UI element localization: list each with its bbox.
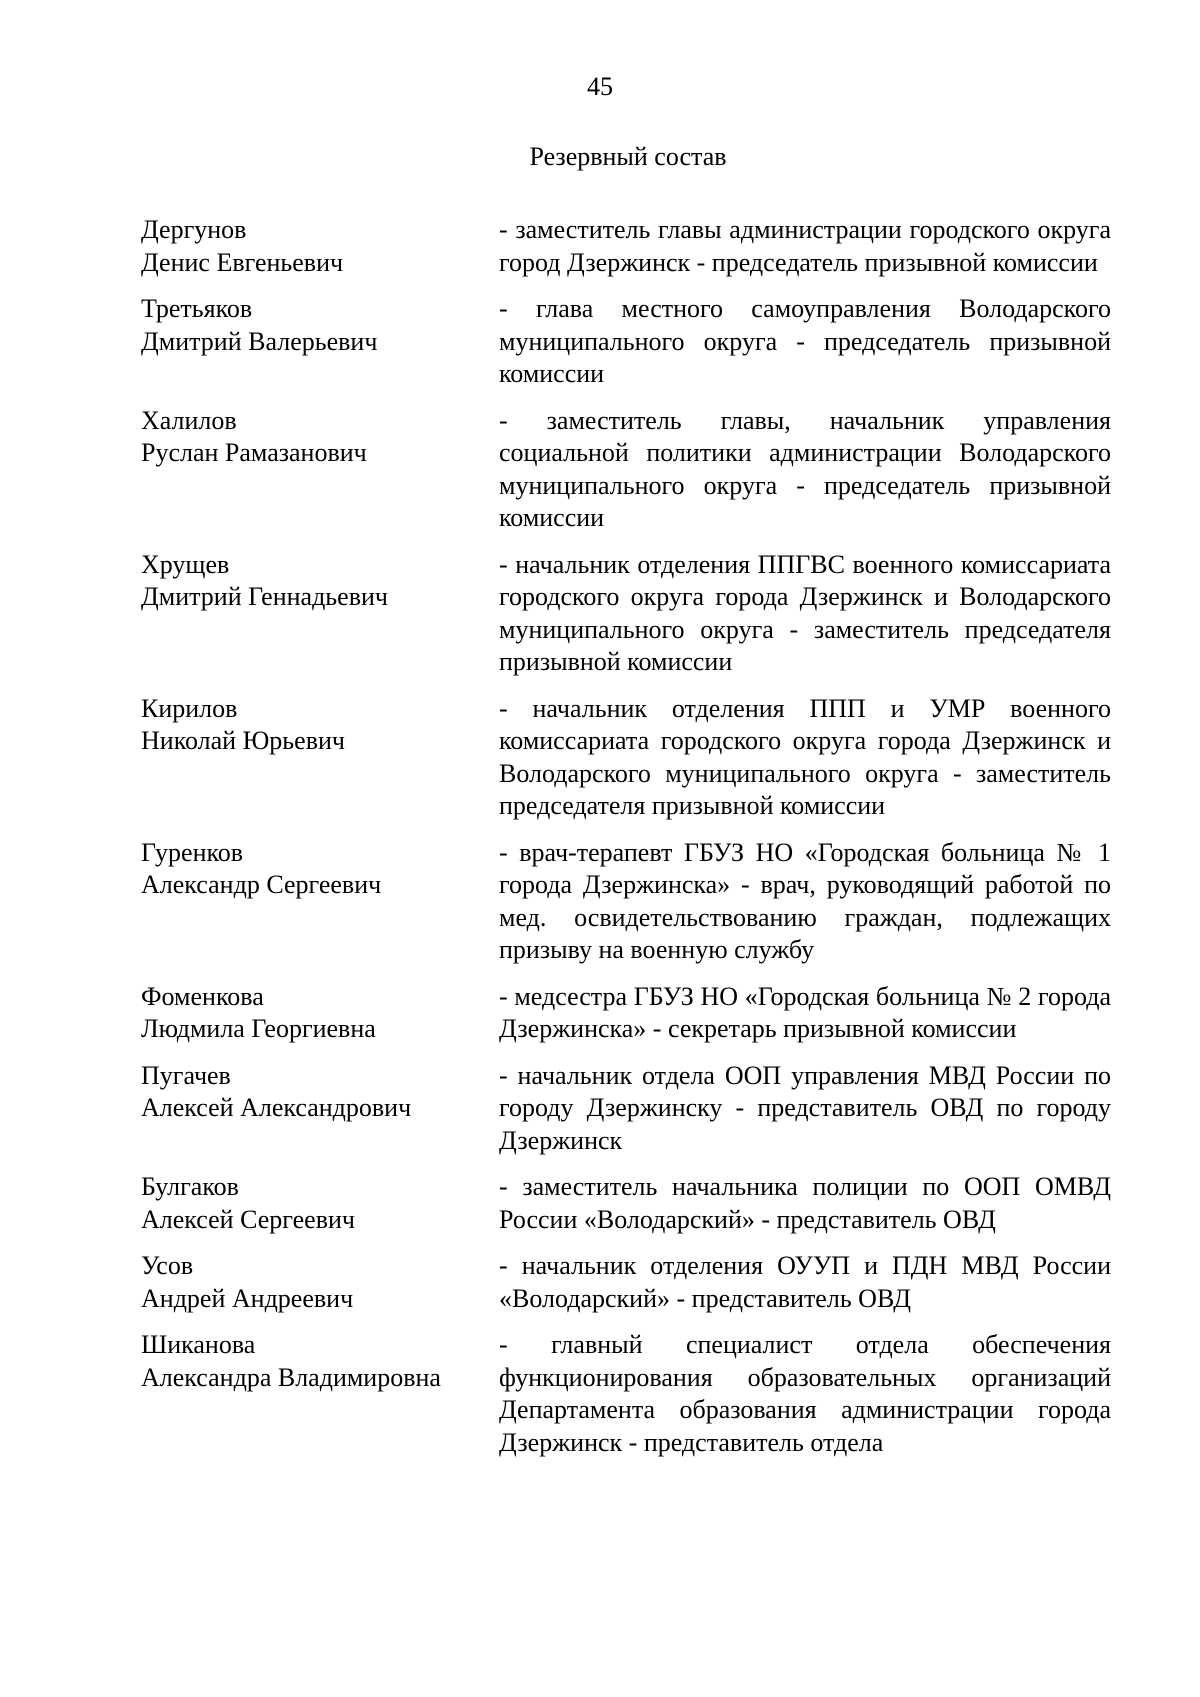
- member-role: - глава местного самоуправления Володарского муниципального округа - председатель призывной комиссии: [499, 294, 1111, 388]
- member-role: - медсестра ГБУЗ НО «Городская больница № 2 города Дзержинска» - секретарь призывной комиссии: [499, 981, 1111, 1043]
- roster-entry: [141, 693, 1111, 823]
- member-name: [141, 981, 499, 1046]
- roster-entry: [141, 405, 1111, 535]
- member-given-names: Андрей Андреевич: [141, 1283, 354, 1313]
- member-name: [141, 214, 499, 279]
- member-given-names: Денис Евгеньевич: [141, 247, 344, 277]
- member-surname: Гуренков: [141, 837, 244, 867]
- member-given-names: Людмила Георгиевна: [141, 1014, 376, 1043]
- member-role: - начальник отдела ООП управления МВД России по городу Дзержинску - представитель ОВД по городу Дзержинск: [499, 1060, 1111, 1155]
- roster-list: [141, 214, 1111, 1459]
- roster-entry: [141, 981, 1111, 1046]
- member-given-names: Николай Юрьевич: [141, 726, 345, 755]
- roster-entry: [141, 214, 1111, 279]
- member-given-names: Александра Владимировна: [141, 1362, 441, 1392]
- member-surname: Хрущев: [141, 549, 230, 579]
- member-name: [141, 837, 499, 967]
- roster-entry: [141, 1060, 1111, 1158]
- roster-entry: [141, 1329, 1111, 1459]
- roster-entry: [141, 293, 1111, 391]
- roster-entry: [141, 1250, 1111, 1315]
- roster-entry: [141, 837, 1111, 967]
- member-given-names: Александр Сергеевич: [141, 870, 382, 899]
- member-given-names: Алексей Александрович: [141, 1093, 412, 1122]
- roster-entry: [141, 549, 1111, 679]
- member-given-names: Дмитрий Геннадьевич: [141, 582, 388, 611]
- member-surname: Кирилов: [141, 693, 238, 723]
- member-role: - начальник отделения ОУУП и ПДН МВД России «Володарский» - представитель ОВД: [499, 1251, 1111, 1313]
- member-surname: Пугачев: [141, 1060, 231, 1090]
- member-name: [141, 1060, 499, 1158]
- page-number: 45: [587, 72, 613, 101]
- member-role: - заместитель главы, начальник управления социальной политики администрации Володарского муниципального округа - председатель призывной комиссии: [499, 405, 1111, 532]
- member-role: - главный специалист отдела обеспечения функционирования образовательных организаций Департамента образования администрации города Дзержинск - представитель отдела: [499, 1330, 1111, 1457]
- member-role: - начальник отделения ППГВС военного комиссариата городского округа города Дзержинск и Володарского муниципального округа - заместитель председателя призывной комиссии: [499, 549, 1111, 676]
- member-surname: Третьяков: [141, 294, 253, 323]
- member-name: [141, 549, 499, 679]
- member-name: [141, 1250, 499, 1315]
- member-surname: Булгаков: [141, 1172, 239, 1201]
- member-role: - начальник отделения ППП и УМР военного комиссариата городского округа города Дзержинск и Володарского муниципального округа - заместитель председателя призывной комиссии: [499, 693, 1111, 820]
- member-given-names: Руслан Рамазанович: [141, 438, 367, 467]
- member-name: [141, 1329, 499, 1459]
- member-role: - заместитель начальника полиции по ООП ОМВД России «Володарский» - представитель ОВД: [499, 1172, 1111, 1234]
- member-role: - заместитель главы администрации городского округа город Дзержинск - председатель призывной комиссии: [499, 215, 1111, 277]
- section-title: Резервный состав: [529, 142, 727, 171]
- roster-entry: [141, 1171, 1111, 1236]
- member-given-names: Дмитрий Валерьевич: [141, 326, 378, 356]
- member-surname: Халилов: [141, 405, 237, 435]
- member-surname: Дергунов: [141, 215, 247, 244]
- member-surname: Шиканова: [141, 1330, 256, 1359]
- member-surname: Усов: [141, 1251, 194, 1280]
- member-given-names: Алексей Сергеевич: [141, 1204, 355, 1234]
- member-role: - врач-терапевт ГБУЗ НО «Городская больница № 1 города Дзержинска» - врач, руководящий работой по мед. освидетельствованию граждан, подлежащих призыву на военную службу: [499, 837, 1111, 964]
- member-name: [141, 1171, 499, 1236]
- member-name: [141, 693, 499, 823]
- member-name: [141, 405, 499, 535]
- member-surname: Фоменкова: [141, 981, 264, 1011]
- member-name: [141, 293, 499, 391]
